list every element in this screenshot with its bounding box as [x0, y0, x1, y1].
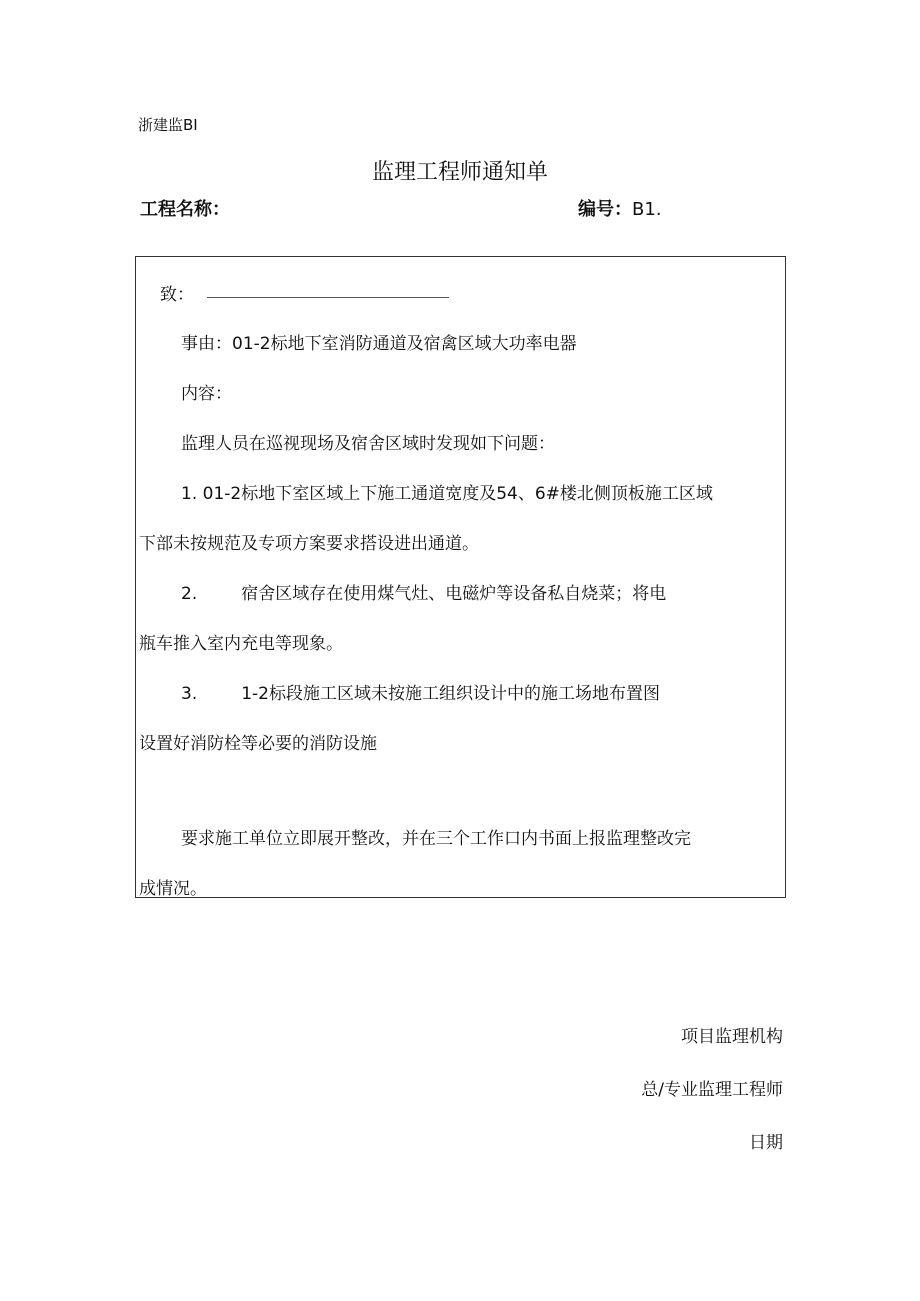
supervision-org-label: 项目监理机构: [681, 1027, 783, 1047]
issue-2-number: 2.: [181, 584, 198, 604]
project-name-label: 工程名称：: [140, 199, 230, 220]
issue-3-text: 1-2标段施工区域未按施工组织设计中的施工场地布置图: [241, 684, 660, 704]
serial-number: [578, 195, 662, 221]
issue-1-line-2: 下部未按规范及专项方案要求搭设进出通道。: [139, 534, 479, 554]
issues-intro: 监理人员在巡视现场及宿舍区域时发现如下问题：: [181, 434, 555, 454]
requirement-line-2: 成情况。: [139, 879, 207, 899]
issue-3-number: 3.: [181, 684, 198, 704]
engineer-signature-label: 总/专业监理工程师: [641, 1080, 783, 1100]
issue-3-line-1: [181, 679, 660, 704]
issue-1-line-1: 1. 01-2标地下室区域上下施工通道宽度及54、6#楼北侧顶板施工区域: [181, 484, 713, 504]
issue-3-line-2: 设置好消防栓等必要的消防设施: [139, 734, 377, 754]
form-code: 浙建监BI: [138, 116, 198, 134]
issue-2-line-2: 瓶车推入室内充电等现象。: [139, 634, 343, 654]
subject-line: 事由：01-2标地下室消防通道及宿禽区域大功率电器: [181, 334, 577, 354]
serial-value: B1.: [632, 199, 662, 220]
content-label: 内容：: [181, 384, 232, 404]
issue-2-line-1: [181, 579, 666, 604]
date-label: 日期: [749, 1133, 783, 1153]
recipient-underline: [207, 297, 449, 298]
issue-2-text: 宿舍区域存在使用煤气灶、电磁炉等设备私自烧菜；将电: [241, 584, 667, 604]
serial-label: 编号：: [578, 199, 632, 220]
page-title: 监理工程师通知单: [371, 160, 548, 185]
recipient-label: 致：: [160, 285, 194, 305]
requirement-line-1: 要求施工单位立即展开整改，并在三个工作口内书面上报监理整改完: [181, 829, 691, 849]
